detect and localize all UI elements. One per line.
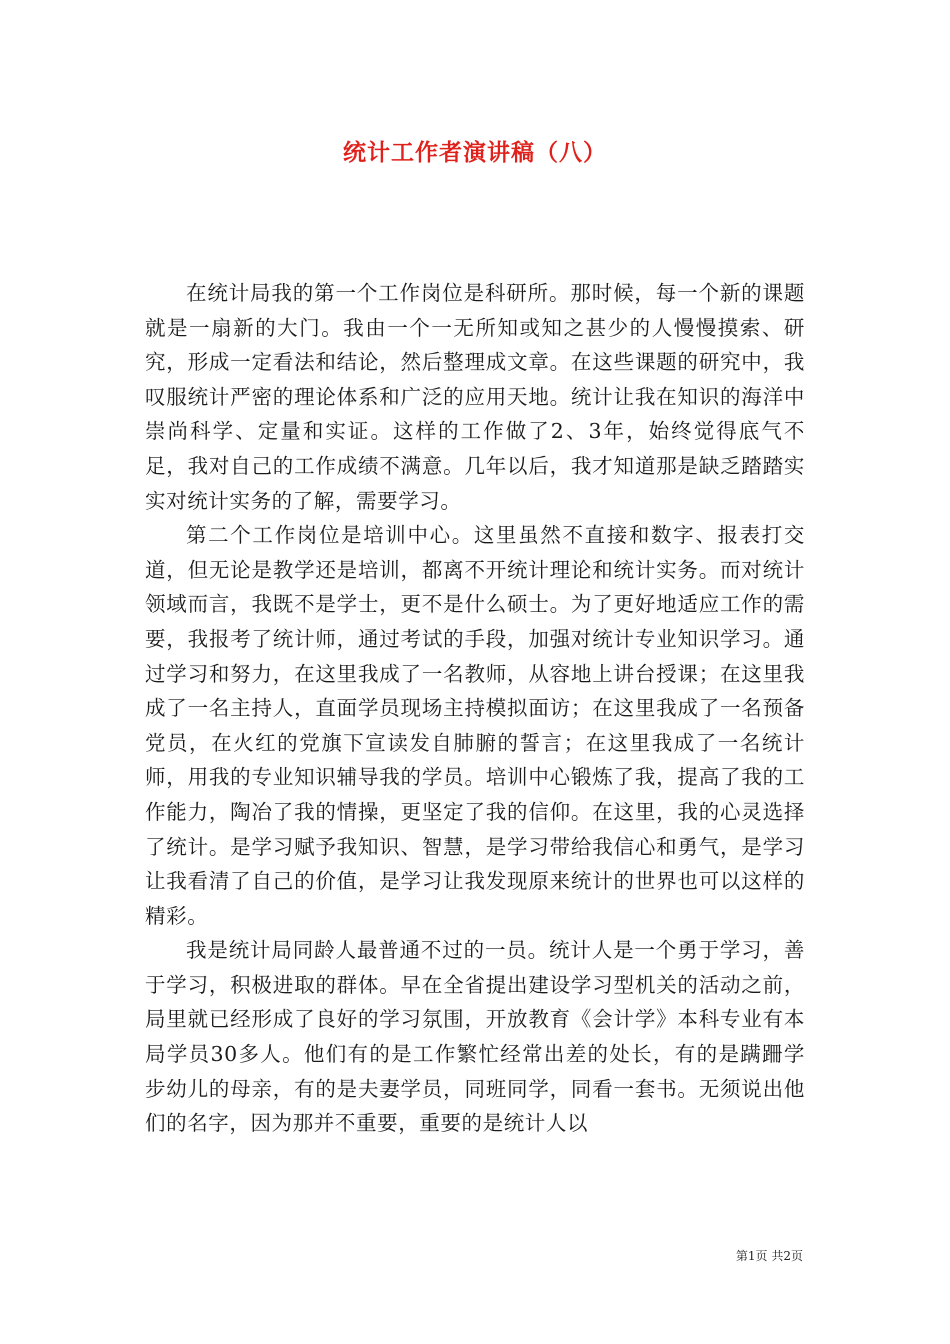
paragraph: 第二个工作岗位是培训中心。这里虽然不直接和数字、报表打交道，但无论是教学还是培训，都离不开统计理论和统计实务。而对统计领域而言，我既不是学士，更不是什么硕士。为了更好地适应工作的需要，我报考了统计师，通过考试的手段，加强对统计专业知识学习。通过学习和努力，在这里我成了一名教师，从容地上讲台授课；在这里我成了一名主持人，直面学员现场主持模拟面访；在这里我成了一名预备党员，在火红的党旗下宣读发自肺腑的誓言；在这里我成了一名统计师，用我的专业知识辅导我的学员。培训中心锻炼了我，提高了我的工作能力，陶冶了我的情操，更坚定了我的信仰。在这里，我的心灵选择了统计。是学习赋予我知识、智慧，是学习带给我信心和勇气，是学习让我看清了自己的价值，是学习让我发现原来统计的世界也可以这样的精彩。 — [145, 523, 805, 928]
document-body — [145, 276, 805, 1141]
document-title: 统计工作者演讲稿（八） — [343, 139, 607, 166]
paragraph: 在统计局我的第一个工作岗位是科研所。那时候，每一个新的课题就是一扇新的大门。我由一个一无所知或知之甚少的人慢慢摸索、研究，形成一定看法和结论，然后整理成文章。在这些课题的研究中，我叹服统计严密的理论体系和广泛的应用天地。统计让我在知识的海洋中崇尚科学、定量和实证。这样的工作做了2、3年，始终觉得底气不足，我对自己的工作成绩不满意。几年以后，我才知道那是缺乏踏踏实实对统计实务的了解，需要学习。 — [145, 281, 805, 513]
paragraph: 我是统计局同龄人最普通不过的一员。统计人是一个勇于学习，善于学习，积极进取的群体。早在全省提出建设学习型机关的活动之前，局里就已经形成了良好的学习氛围，开放教育《会计学》本科专业有本局学员30多人。他们有的是工作繁忙经常出差的处长，有的是蹒跚学步幼儿的母亲，有的是夫妻学员，同班同学，同看一套书。无须说出他们的名字，因为那并不重要，重要的是统计人以 — [145, 938, 805, 1136]
page-number: 第1页 共2页 — [735, 1249, 803, 1263]
